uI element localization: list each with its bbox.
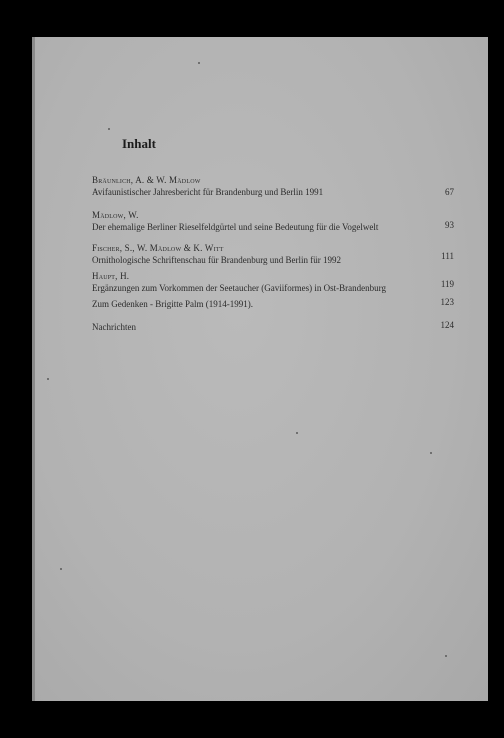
entry-title: Ornithologische Schriftenschau für Brandenburg und Berlin für 1992 bbox=[92, 255, 342, 265]
entry-author: Mädlow, W. bbox=[92, 210, 139, 220]
entry-page-number: 123 bbox=[440, 297, 454, 307]
entry-title: Ergänzungen zum Vorkommen der Seetaucher (Gaviiformes) in Ost-Brandenburg bbox=[92, 283, 387, 293]
scan-speck bbox=[60, 568, 62, 570]
scan-speck bbox=[47, 378, 49, 380]
toc-entry bbox=[92, 174, 454, 198]
document-page bbox=[32, 37, 488, 701]
entry-page-number: 119 bbox=[440, 279, 454, 289]
toc-entry bbox=[92, 242, 454, 266]
toc-entry bbox=[92, 321, 454, 333]
scan-speck bbox=[198, 62, 200, 64]
entry-page-number: 67 bbox=[445, 187, 454, 197]
entry-title: Avifaunistischer Jahresbericht für Brandenburg und Berlin 1991 bbox=[92, 187, 324, 197]
scan-speck bbox=[296, 432, 298, 434]
toc-entry bbox=[92, 298, 454, 310]
scan-speck bbox=[430, 452, 432, 454]
entry-page-number: 124 bbox=[440, 320, 454, 330]
entry-title: Nachrichten bbox=[92, 322, 136, 332]
entry-author: Haupt, H. bbox=[92, 271, 130, 281]
toc-entry bbox=[92, 270, 454, 294]
entry-author: Bräunlich, A. & W. Mädlow bbox=[92, 175, 201, 185]
scan-speck bbox=[108, 128, 110, 130]
entry-title: Der ehemalige Berliner Rieselfeldgürtel und seine Bedeutung für die Vogelwelt bbox=[92, 222, 379, 232]
entry-author: Fischer, S., W. Mädlow & K. Witt bbox=[92, 243, 224, 253]
toc-entry bbox=[92, 209, 454, 233]
entry-page-number: 111 bbox=[441, 251, 454, 261]
entry-page-number: 93 bbox=[445, 220, 454, 230]
scan-speck bbox=[445, 655, 447, 657]
page-edge-shadow bbox=[32, 37, 35, 701]
entry-title: Zum Gedenken - Brigitte Palm (1914-1991). bbox=[92, 299, 253, 309]
toc-heading: Inhalt bbox=[122, 136, 156, 151]
